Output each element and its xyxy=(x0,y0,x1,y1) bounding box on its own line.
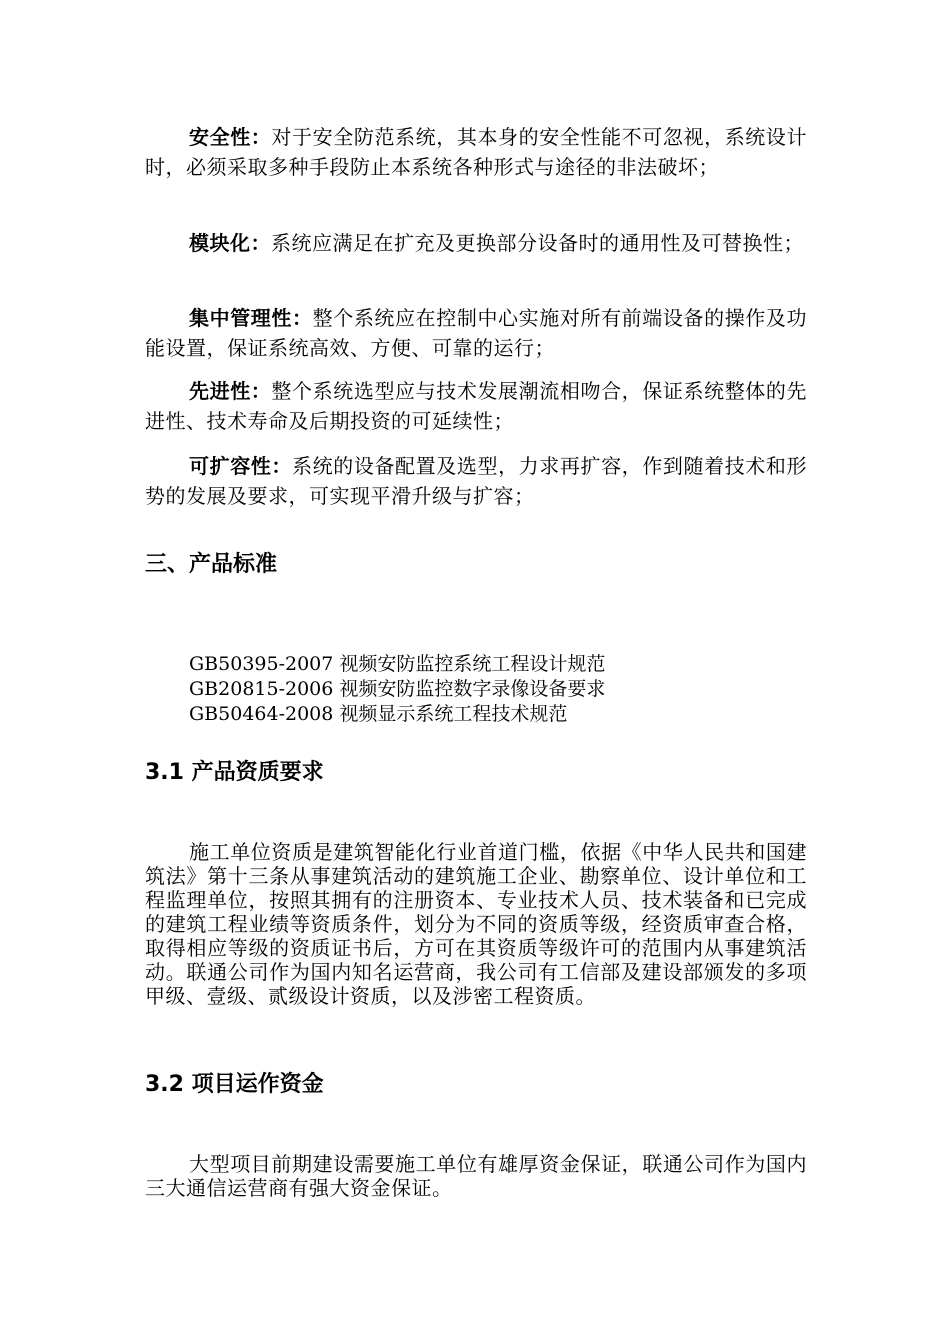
section-title-funding: 3.2 项目运作资金 xyxy=(145,1072,324,1097)
feature-text: 对于安全防范系统，其本身的安全性能不可忽视，系统设计时，必须采取多种手段防止本系统各种形式与途径的非法破坏； xyxy=(145,125,808,179)
feature-text: 整个系统选型应与技术发展潮流相吻合，保证系统整体的先进性、技术寿命及后期投资的可延续性； xyxy=(145,379,808,433)
standard-item: GB50464-2008 视频显示系统工程技术规范 xyxy=(189,703,568,725)
section-title-product-standards: 三、产品标准 xyxy=(145,552,278,577)
feature-modularity xyxy=(145,228,807,258)
feature-term: 安全性： xyxy=(189,125,272,149)
feature-centralized-management xyxy=(145,303,807,363)
feature-security xyxy=(145,122,807,182)
standard-item: GB20815-2006 视频安防监控数字录像设备要求 xyxy=(189,678,606,700)
feature-advancement xyxy=(145,376,807,436)
feature-term: 先进性： xyxy=(189,379,272,403)
qualification-body: 施工单位资质是建筑智能化行业首道门槛，依据《中华人民共和国建筑法》第十三条从事建筑活动的建筑施工企业、勘察单位、设计单位和工程监理单位，按照其拥有的注册资本、专业技术人员、技术装备和已完成的建筑工程业绩等资质条件，划分为不同的资质等级，经资质审查合格，取得相应等级的资质证书后，方可在其资质等级许可的范围内从事建筑活动。联通公司作为国内知名运营商，我公司有工信部及建设部颁发的多项甲级、壹级、贰级设计资质，以及涉密工程资质。 xyxy=(145,840,807,1008)
feature-term: 模块化： xyxy=(189,231,271,255)
feature-scalability xyxy=(145,451,807,511)
feature-term: 可扩容性： xyxy=(189,454,293,478)
feature-term: 集中管理性： xyxy=(189,306,313,330)
funding-body: 大型项目前期建设需要施工单位有雄厚资金保证，联通公司作为国内三大通信运营商有强大资金保证。 xyxy=(145,1152,807,1200)
section-title-qualification: 3.1 产品资质要求 xyxy=(145,760,324,785)
standards-list xyxy=(189,652,605,727)
feature-text: 整个系统应在控制中心实施对所有前端设备的操作及功能设置，保证系统高效、方便、可靠的运行； xyxy=(145,306,808,360)
feature-text: 系统应满足在扩充及更换部分设备时的通用性及可替换性； xyxy=(271,231,804,255)
feature-text: 系统的设备配置及选型，力求再扩容，作到随着技术和形势的发展及要求，可实现平滑升级与扩容； xyxy=(145,454,808,508)
standard-item: GB50395-2007 视频安防监控系统工程设计规范 xyxy=(189,653,606,675)
